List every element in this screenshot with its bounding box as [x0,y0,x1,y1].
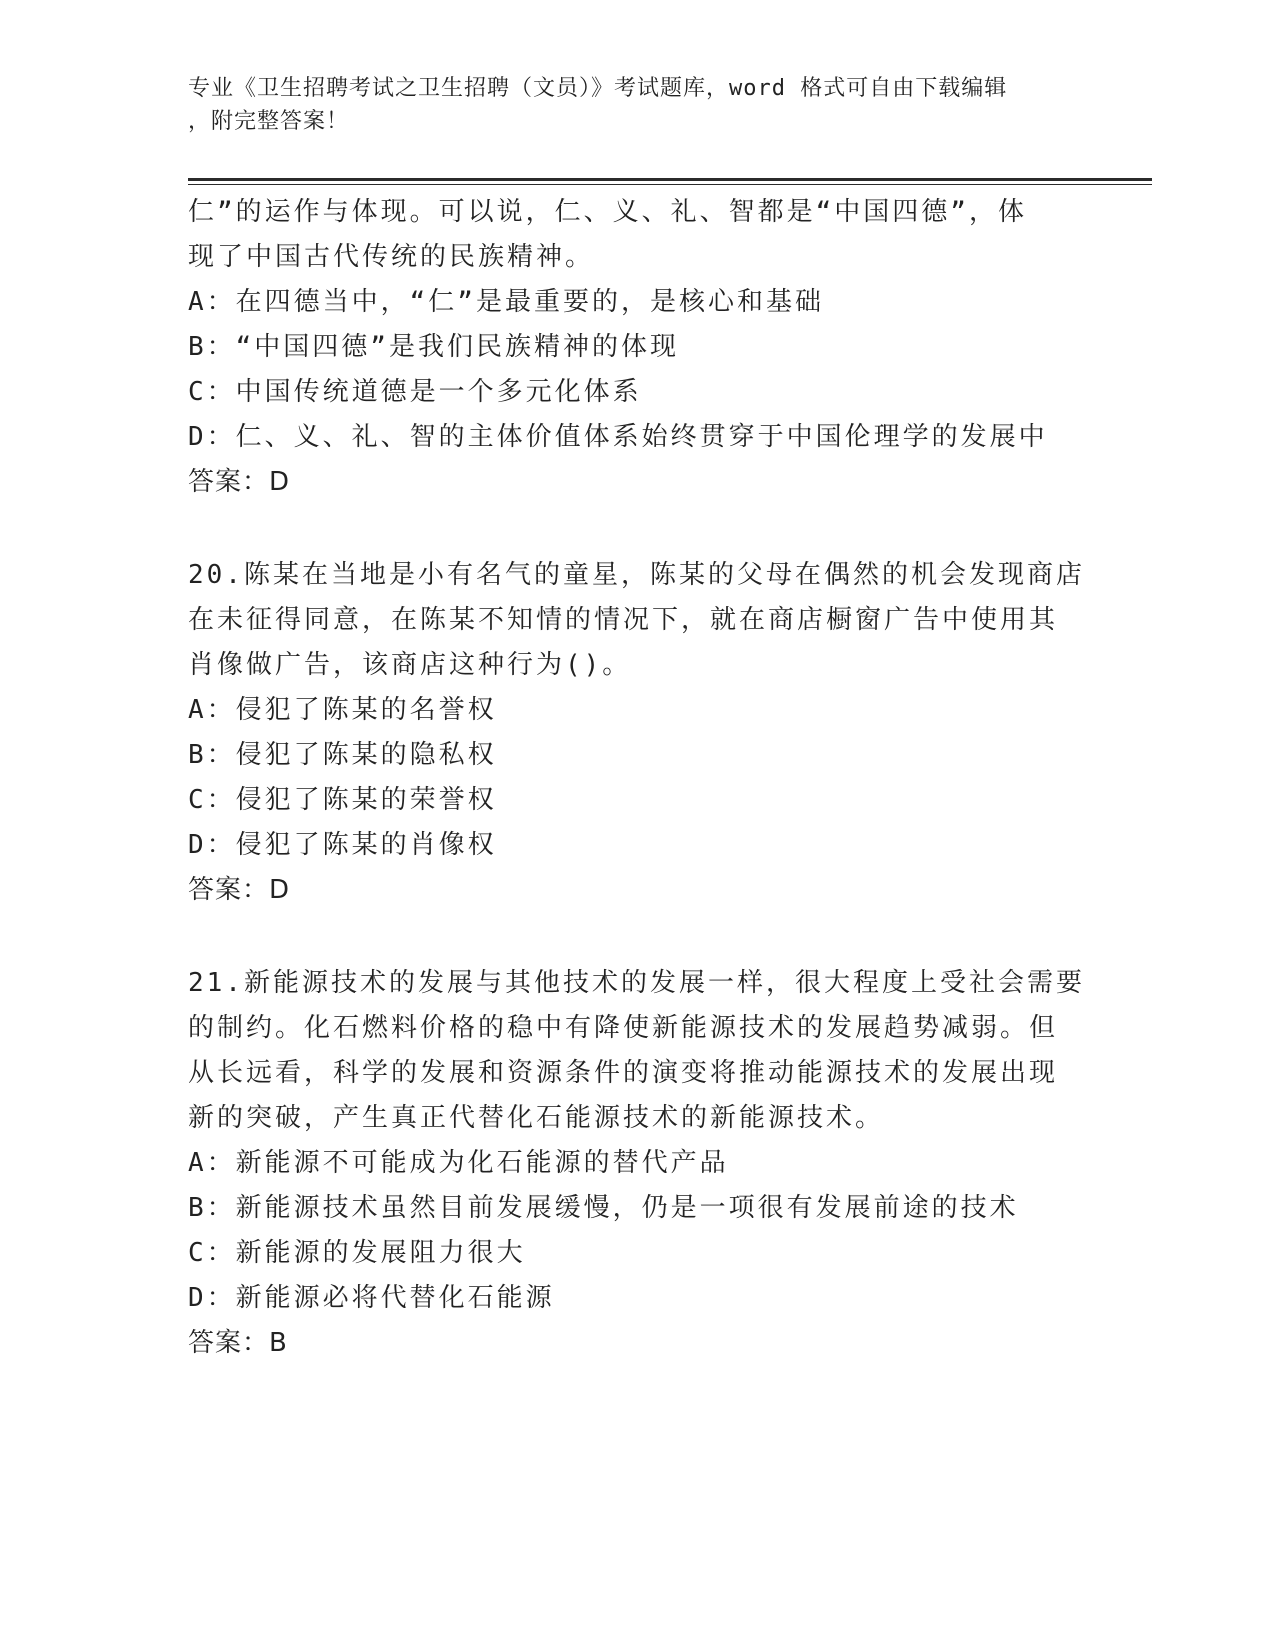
option-c: C：新能源的发展阻力很大 [188,1238,526,1268]
option-b: B：侵犯了陈某的隐私权 [188,740,497,770]
answer-label: 答案：D [188,467,291,497]
question-21 [188,961,1088,1366]
answer-label: 答案：D [188,875,291,905]
question-20 [188,553,1088,913]
option-d: D：仁、义、礼、智的主体价值体系始终贯穿于中国伦理学的发展中 [188,422,1048,452]
answer-label: 答案：B [188,1328,288,1358]
question-stem-line: 从长远看，科学的发展和资源条件的演变将推动能源技术的发展出现 [188,1058,1059,1088]
option-a: A：在四德当中，“仁”是最重要的，是核心和基础 [188,287,824,317]
question-19 [188,190,1088,505]
option-b: B：新能源技术虽然目前发展缓慢，仍是一项很有发展前途的技术 [188,1193,1019,1223]
option-a: A：侵犯了陈某的名誉权 [188,695,497,725]
option-a: A：新能源不可能成为化石能源的替代产品 [188,1148,729,1178]
question-stem-line: 新的突破，产生真正代替化石能源技术的新能源技术。 [188,1103,885,1133]
header-divider-thick [188,178,1152,181]
header-line-2: ，附完整答案！ [188,109,350,134]
question-stem-line: 肖像做广告，该商店这种行为()。 [188,650,632,680]
document-header [188,72,1068,138]
option-d: D：侵犯了陈某的肖像权 [188,830,497,860]
question-stem-line: 在未征得同意，在陈某不知情的情况下，就在商店橱窗广告中使用其 [188,605,1059,635]
question-spacer [188,505,1088,553]
question-stem-line: 的制约。化石燃料价格的稳中有降使新能源技术的发展趋势减弱。但 [188,1013,1059,1043]
header-line-1: 专业《卫生招聘考试之卫生招聘（文员）》考试题库，word 格式可自由下载编辑 [188,76,1008,101]
header-divider-thin [188,184,1152,185]
question-stem-line: 21.新能源技术的发展与其他技术的发展一样，很大程度上受社会需要 [188,968,1085,998]
option-c: C：中国传统道德是一个多元化体系 [188,377,642,407]
question-stem-line: 20.陈某在当地是小有名气的童星，陈某的父母在偶然的机会发现商店 [188,560,1085,590]
question-list [188,190,1088,1366]
question-spacer [188,913,1088,961]
question-stem-line: 现了中国古代传统的民族精神。 [188,242,595,272]
option-c: C：侵犯了陈某的荣誉权 [188,785,497,815]
question-stem-line: 仁”的运作与体现。可以说，仁、义、礼、智都是“中国四德”，体 [188,197,1027,227]
option-b: B：“中国四德”是我们民族精神的体现 [188,332,679,362]
option-d: D：新能源必将代替化石能源 [188,1283,555,1313]
